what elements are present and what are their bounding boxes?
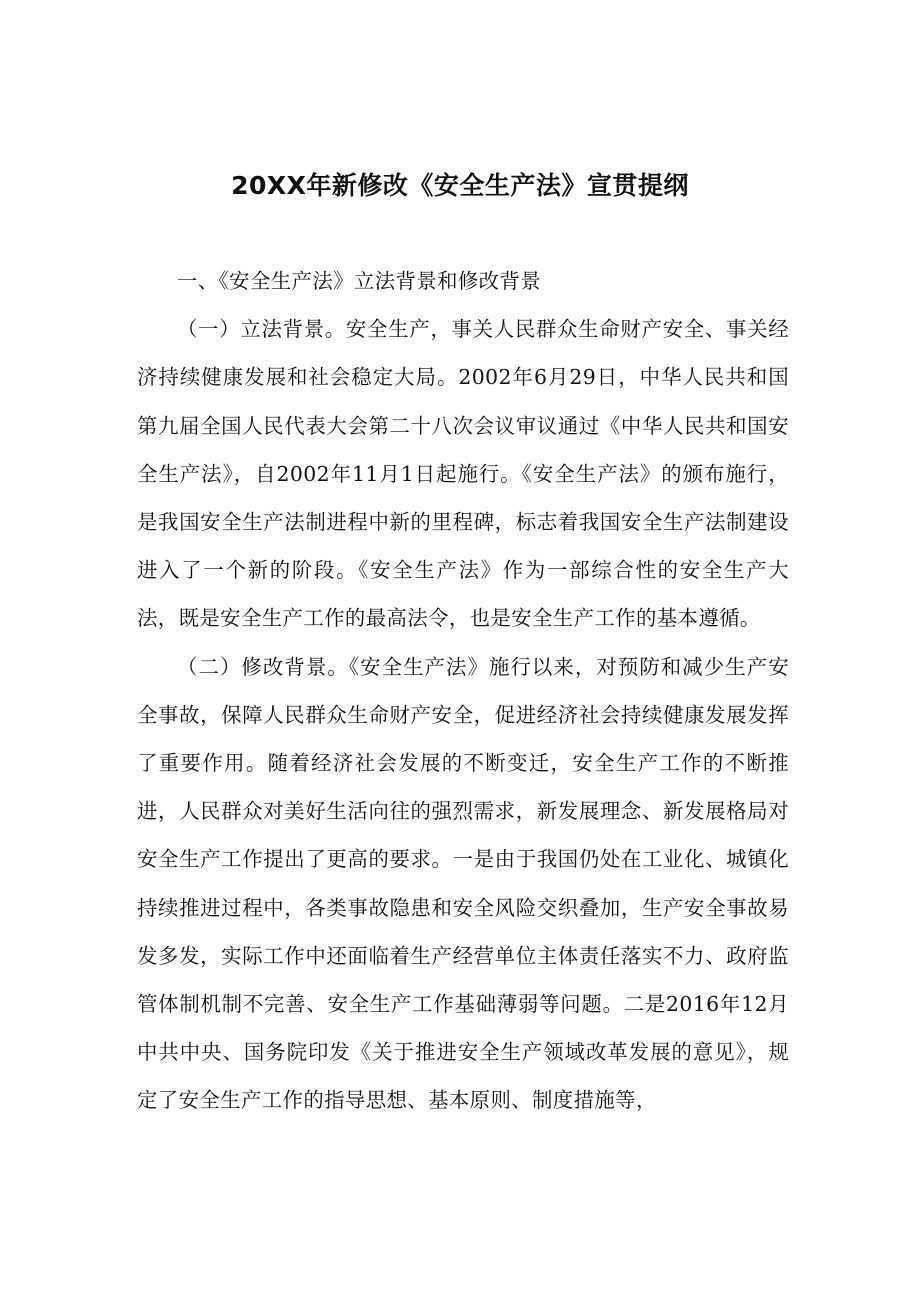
document-body — [137, 257, 789, 1125]
document-title: 20XX年新修改《安全生产法》宣贯提纲 — [231, 171, 689, 200]
section-heading: 一、《安全生产法》立法背景和修改背景 — [177, 269, 542, 293]
paragraph-revision-background: （二）修改背景。《安全生产法》施行以来，对预防和减少生产安全事故，保障人民群众生命财产安全，促进经济社会持续健康发展发挥了重要作用。随着经济社会发展的不断变迁，安全生产工作的不断推进，人民群众对美好生活向往的强烈需求，新发展理念、新发展格局对安全生产工作提出了更高的要求。一是由于我国仍处在工业化、城镇化持续推进过程中，各类事故隐患和安全风险交织叠加，生产安全事故易发多发，实际工作中还面临着生产经营单位主体责任落实不力、政府监管体制机制不完善、安全生产工作基础薄弱等问题。二是2016年12月中共中央、国务院印发《关于推进安全生产领域改革发展的意见》，规定了安全生产工作的指导思想、基本原则、制度措施等， — [137, 654, 789, 1113]
paragraph-legislative-background: （一）立法背景。安全生产，事关人民群众生命财产安全、事关经济持续健康发展和社会稳定大局。2002年6月29日，中华人民共和国第九届全国人民代表大会第二十八次会议审议通过《中华人民共和国安全生产法》，自2002年11月1日起施行。《安全生产法》的颁布施行，是我国安全生产法制进程中新的里程碑，标志着我国安全生产法制建设进入了一个新的阶段。《安全生产法》作为一部综合性的安全生产大法，既是安全生产工作的最高法令，也是安全生产工作的基本遵循。 — [137, 317, 789, 631]
